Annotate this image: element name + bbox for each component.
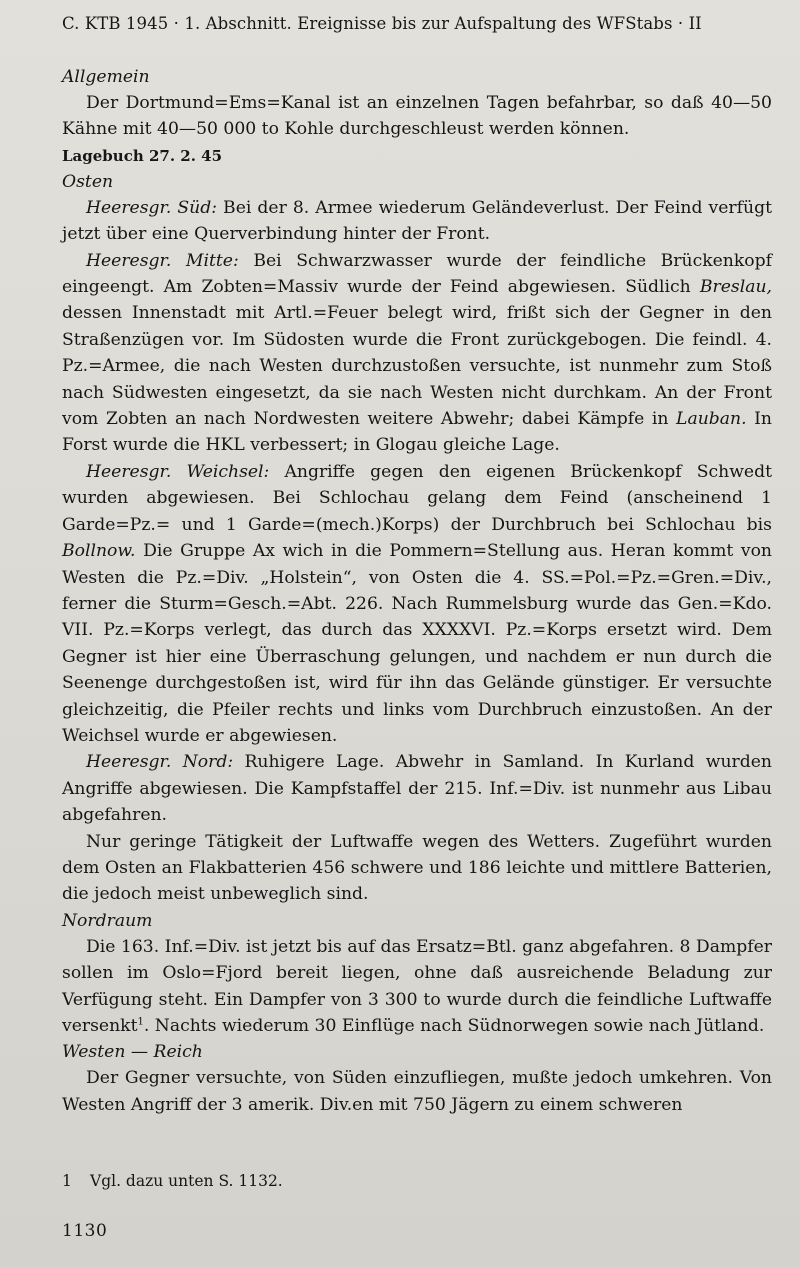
- paragraph-westen: Der Gegner versuchte, von Süden einzufliegen, mußte jedoch umkehren. Von Westen Angriff der 3 amerik. Div.en mit 750 Jägern zu einem schweren: [62, 1068, 772, 1115]
- label-heeresgr-weichsel: Heeresgr. Weichsel:: [86, 461, 270, 482]
- footnote-number: 1: [62, 1172, 72, 1190]
- section-heading-nordraum: Nordraum: [62, 910, 153, 931]
- running-head: C. KTB 1945 · 1. Abschnitt. Ereignisse bis zur Aufspaltung des WFStabs · II: [62, 14, 702, 33]
- paragraph-heeresgr-nord: [62, 749, 772, 828]
- page-number: 1130: [62, 1221, 108, 1241]
- footnote-marker: 1: [137, 1016, 144, 1028]
- paragraph-heeresgr-mitte: [62, 248, 772, 459]
- label-heeresgr-sued: Heeresgr. Süd:: [86, 197, 218, 218]
- text-heeresgr-nord: Ruhigere Lage. Abwehr in Samland. In Kurland wurden Angriffe abgewiesen. Die Kampfstaffel der 215. Inf.=Div. ist nunmehr aus Libau abgefahren.: [62, 752, 772, 826]
- section-heading-osten: Osten: [62, 171, 114, 192]
- paragraph-nordraum: [62, 934, 772, 1040]
- place-bollnow: Bollnow.: [62, 541, 136, 562]
- text-heeresgr-weichsel-2: Die Gruppe Ax wich in die Pommern=Stellung aus. Heran kommt von Westen die Pz.=Div. „Holstein“, von Osten die 4. SS.=Pol.=Pz.=Gren.=Div., ferner die Sturm=Gesch.=Abt. 226. Nach Rummelsburg wurde das Gen.=Kdo. VII. Pz.=Korps verlegt, das durch das XXXXVI. Pz.=Korps ersetzt wird. Dem Gegner ist hier eine Überraschung gelungen, und nachdem er nun durch die Seenenge durchgestoßen ist, wird für ihn das Gelände günstiger. Er versuchte gleichzeitig, die Pfeiler rechts und links vom Durchbruch einzustoßen. An der Weichsel wurde er abgewiesen.: [62, 541, 772, 746]
- text-heeresgr-weichsel-1: Angriffe gegen den eigenen Brückenkopf Schwedt wurden abgewiesen. Bei Schlochau gelang dem Feind (anscheinend 1 Garde=Pz.= und 1 Garde=(mech.)Korps) der Durchbruch bei Schlochau bis: [62, 461, 773, 535]
- label-heeresgr-mitte: Heeresgr. Mitte:: [86, 250, 239, 271]
- label-heeresgr-nord: Heeresgr. Nord:: [86, 752, 234, 773]
- paragraph-heeresgr-sued: [62, 195, 772, 248]
- place-lauban: Lauban.: [676, 409, 747, 430]
- paragraph-luftwaffe: Nur geringe Tätigkeit der Luftwaffe wegen des Wetters. Zugeführt wurden dem Osten an Flakbatterien 456 schwere und 186 leichte und mittlere Batterien, die jedoch meist unbeweglich sind.: [62, 831, 772, 905]
- entry-title: Lagebuch 27. 2. 45: [62, 146, 223, 165]
- section-heading-allgemein: Allgemein: [62, 67, 150, 87]
- main-text: [62, 64, 772, 1118]
- place-breslau: Breslau,: [699, 277, 772, 298]
- footnote-text: Vgl. dazu unten S. 1132.: [90, 1172, 283, 1190]
- paragraph-heeresgr-weichsel: [62, 459, 772, 749]
- text-heeresgr-mitte-2: dessen Innenstadt mit Artl.=Feuer belegt wird, frißt sich der Gegner in den Straßenzügen vor. Im Südosten wurde die Front zurückgebogen. Die feindl. 4. Pz.=Armee, die nach Westen durchzustoßen versuchte, ist nunmehr zum Stoß nach Südwesten eingesetzt, da sie nach Westen nicht durchkam. An der Front vom Zobten an nach Nordwesten weitere Abwehr; dabei Kämpfe in: [62, 303, 772, 430]
- footnote: [62, 1170, 772, 1192]
- text-heeresgr-mitte-3: In Forst wurde die HKL verbessert; in Glogau gleiche Lage.: [62, 409, 773, 456]
- text-nordraum-after: . Nachts wiederum 30 Einflüge nach Südnorwegen sowie nach Jütland.: [143, 1016, 765, 1036]
- section-heading-westen: Westen — Reich: [62, 1042, 203, 1063]
- text-nordraum: Die 163. Inf.=Div. ist jetzt bis auf das Ersatz=Btl. ganz abgefahren. 8 Dampfer sollen im Oslo=Fjord bereit liegen, ohne daß ausreichende Beladung zur Verfügung steht. Ein Dampfer von 3 300 to wurde durch die feindliche Luftwaffe versenkt: [62, 936, 772, 1036]
- paragraph-allgemein: Der Dortmund=Ems=Kanal ist an einzelnen Tagen befahrbar, so daß 40—50 Kähne mit 40—50 000 to Kohle durchgeschleust werden können.: [62, 93, 772, 140]
- text-heeresgr-mitte-1: Bei Schwarzwasser wurde der feindliche Brückenkopf eingeengt. Am Zobten=Massiv wurde der Feind abgewiesen. Südlich: [62, 250, 772, 298]
- text-heeresgr-sued: Bei der 8. Armee wiederum Geländeverlust. Der Feind verfügt jetzt über eine Querverbindung hinter der Front.: [62, 197, 772, 245]
